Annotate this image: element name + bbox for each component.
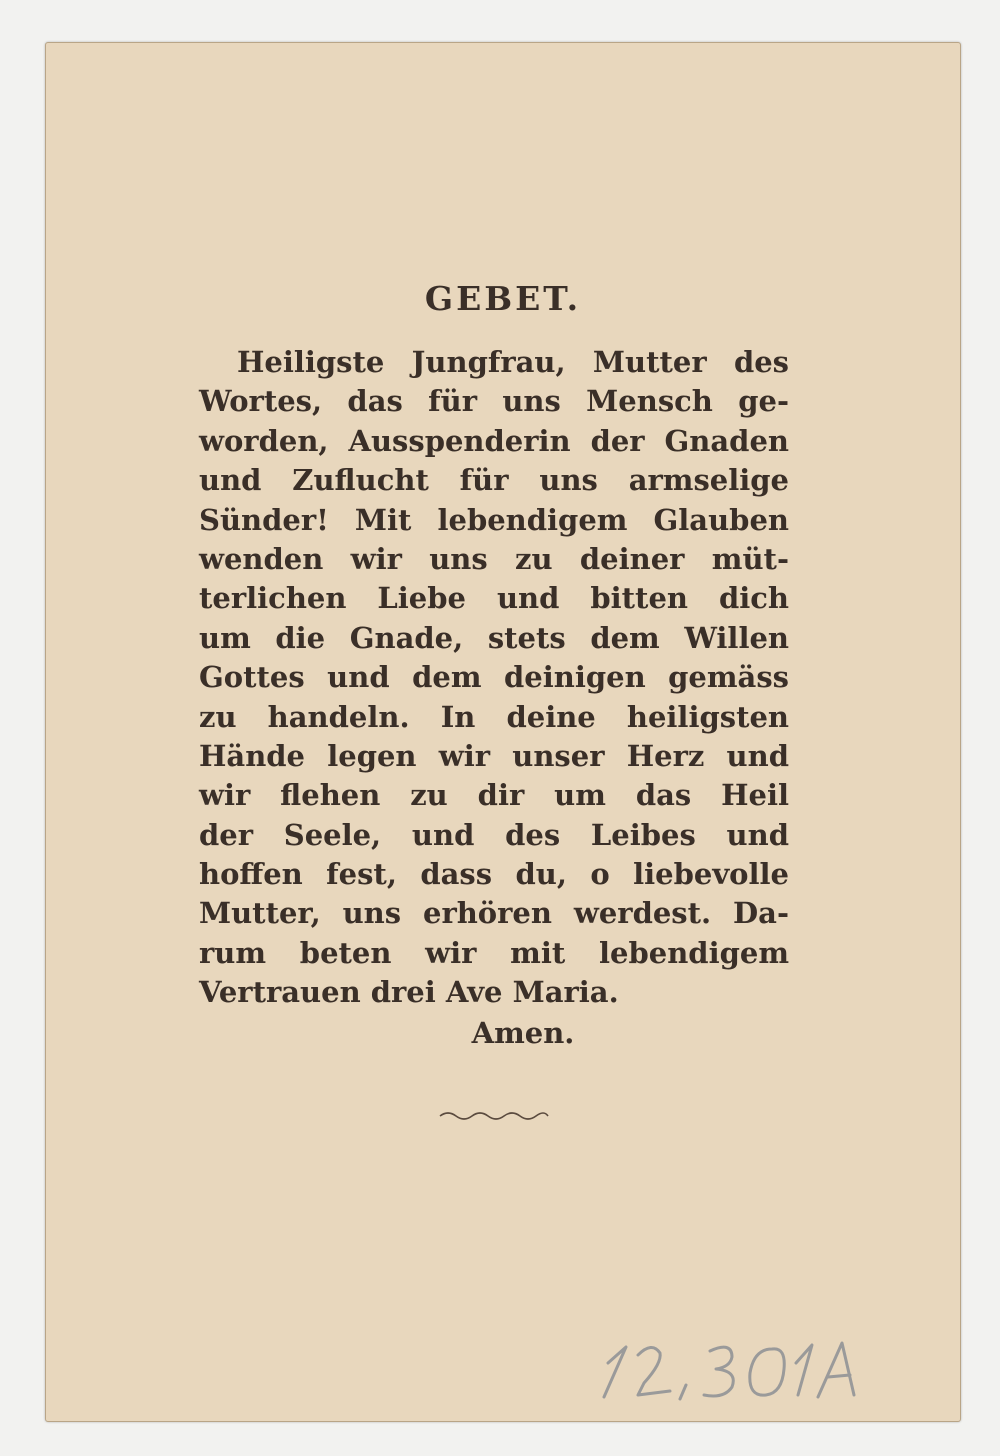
prayer-card [45, 42, 961, 1422]
prayer-line: Hände legen wir unser Herz und [199, 738, 789, 773]
prayer-line: worden, Ausspenderin der Gnaden [199, 423, 789, 458]
prayer-line: Wortes, das für uns Mensch ge- [199, 384, 789, 419]
prayer-text [199, 343, 789, 1013]
prayer-line: Mutter, uns erhören werdest. Da- [199, 896, 789, 931]
prayer-line: und Zuflucht für uns armselige [199, 463, 789, 498]
prayer-line: hoffen fest, dass du, o liebevolle [199, 857, 789, 892]
closing-amen: Amen. [471, 1016, 575, 1050]
prayer-title: GEBET. [424, 279, 582, 318]
prayer-line: wir flehen zu dir um das Heil [199, 778, 789, 813]
prayer-line: terlichen Liebe und bitten dich [199, 581, 789, 616]
prayer-line: rum beten wir mit lebendigem [199, 935, 789, 970]
prayer-line: Sünder! Mit lebendigem Glauben [199, 502, 789, 537]
prayer-line: um die Gnade, stets dem Willen [199, 620, 789, 655]
prayer-line: zu handeln. In deine heiligsten [199, 699, 789, 734]
prayer-line: Vertrauen drei Ave Maria. [199, 975, 619, 1010]
wave-ornament-icon [438, 1107, 550, 1123]
prayer-line: Heiligste Jungfrau, Mutter des [237, 345, 789, 379]
prayer-line: Gottes und dem deinigen gemäss [199, 660, 789, 695]
handwritten-inventory-number [586, 1333, 876, 1403]
prayer-line: wenden wir uns zu deiner müt- [199, 541, 789, 576]
prayer-line: der Seele, und des Leibes und [199, 817, 789, 852]
